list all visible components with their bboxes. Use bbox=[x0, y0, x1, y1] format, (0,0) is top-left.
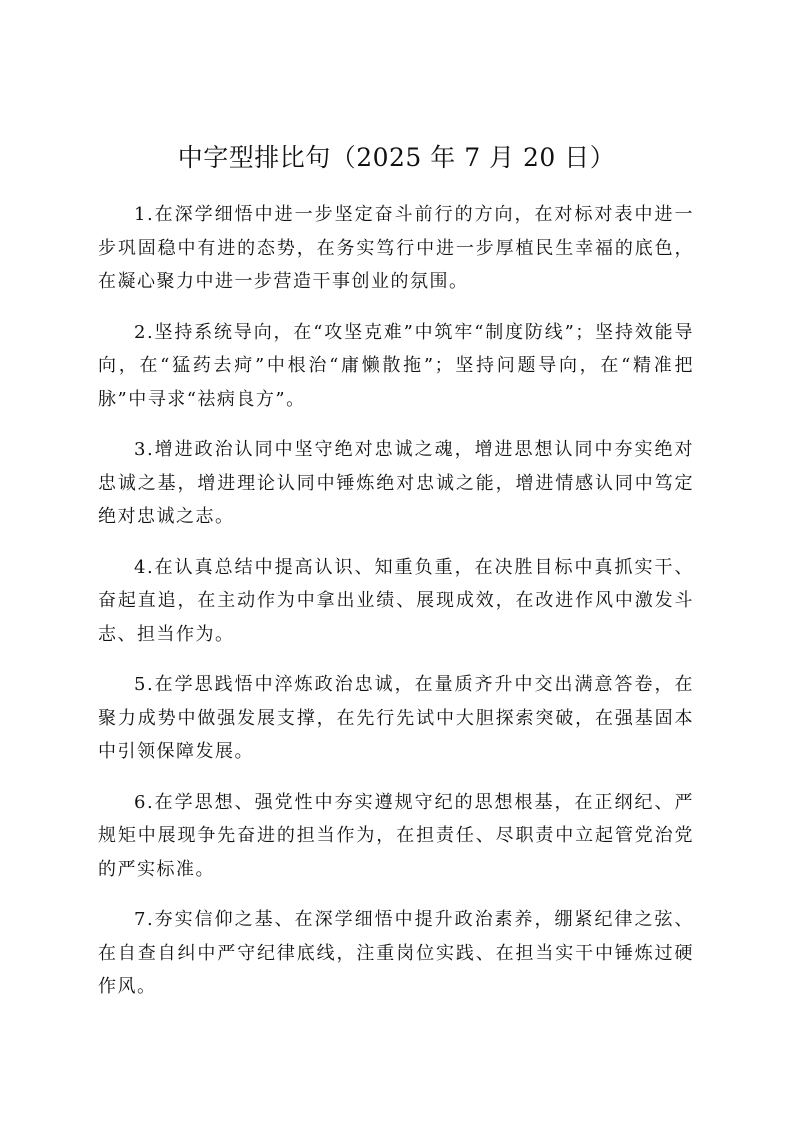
paragraph-7: 7.夯实信仰之基、在深学细悟中提升政治素养，绷紧纪律之弦、在自查自纠中严守纪律底线，注重岗位实践、在担当实干中锤炼过硬作风。 bbox=[98, 909, 694, 997]
document-title: 中字型排比句（2025 年 7 月 20 日） bbox=[177, 143, 616, 172]
paragraph-1: 1.在深学细悟中进一步坚定奋斗前行的方向，在对标对表中进一步巩固稳中有进的态势，在务实笃行中进一步厚植民生幸福的底色，在凝心聚力中进一步营造干事创业的氛围。 bbox=[98, 204, 694, 292]
paragraph-2: 2.坚持系统导向，在“攻坚克难”中筑牢“制度防线”；坚持效能导向，在“猛药去疴”中根治“庸懒散拖”；坚持问题导向，在“精准把脉”中寻求“祛病良方”。 bbox=[98, 321, 694, 410]
paragraph-3: 3.增进政治认同中坚守绝对忠诚之魂，增进思想认同中夯实绝对忠诚之基，增进理论认同中锤炼绝对忠诚之能，增进情感认同中笃定绝对忠诚之志。 bbox=[98, 439, 694, 527]
paragraph-6: 6.在学思想、强党性中夯实遵规守纪的思想根基，在正纲纪、严规矩中展现争先奋进的担当作为，在担责任、尽职责中立起管党治党的严实标准。 bbox=[98, 791, 694, 880]
paragraph-5: 5.在学思践悟中淬炼政治忠诚，在量质齐升中交出满意答卷，在聚力成势中做强发展支撑，在先行先试中大胆探索突破，在强基固本中引领保障发展。 bbox=[98, 674, 694, 762]
paragraph-4: 4.在认真总结中提高认识、知重负重，在决胜目标中真抓实干、奋起直追，在主动作为中拿出业绩、展现成效，在改进作风中激发斗志、担当作为。 bbox=[98, 556, 694, 645]
document-body bbox=[98, 198, 694, 1021]
